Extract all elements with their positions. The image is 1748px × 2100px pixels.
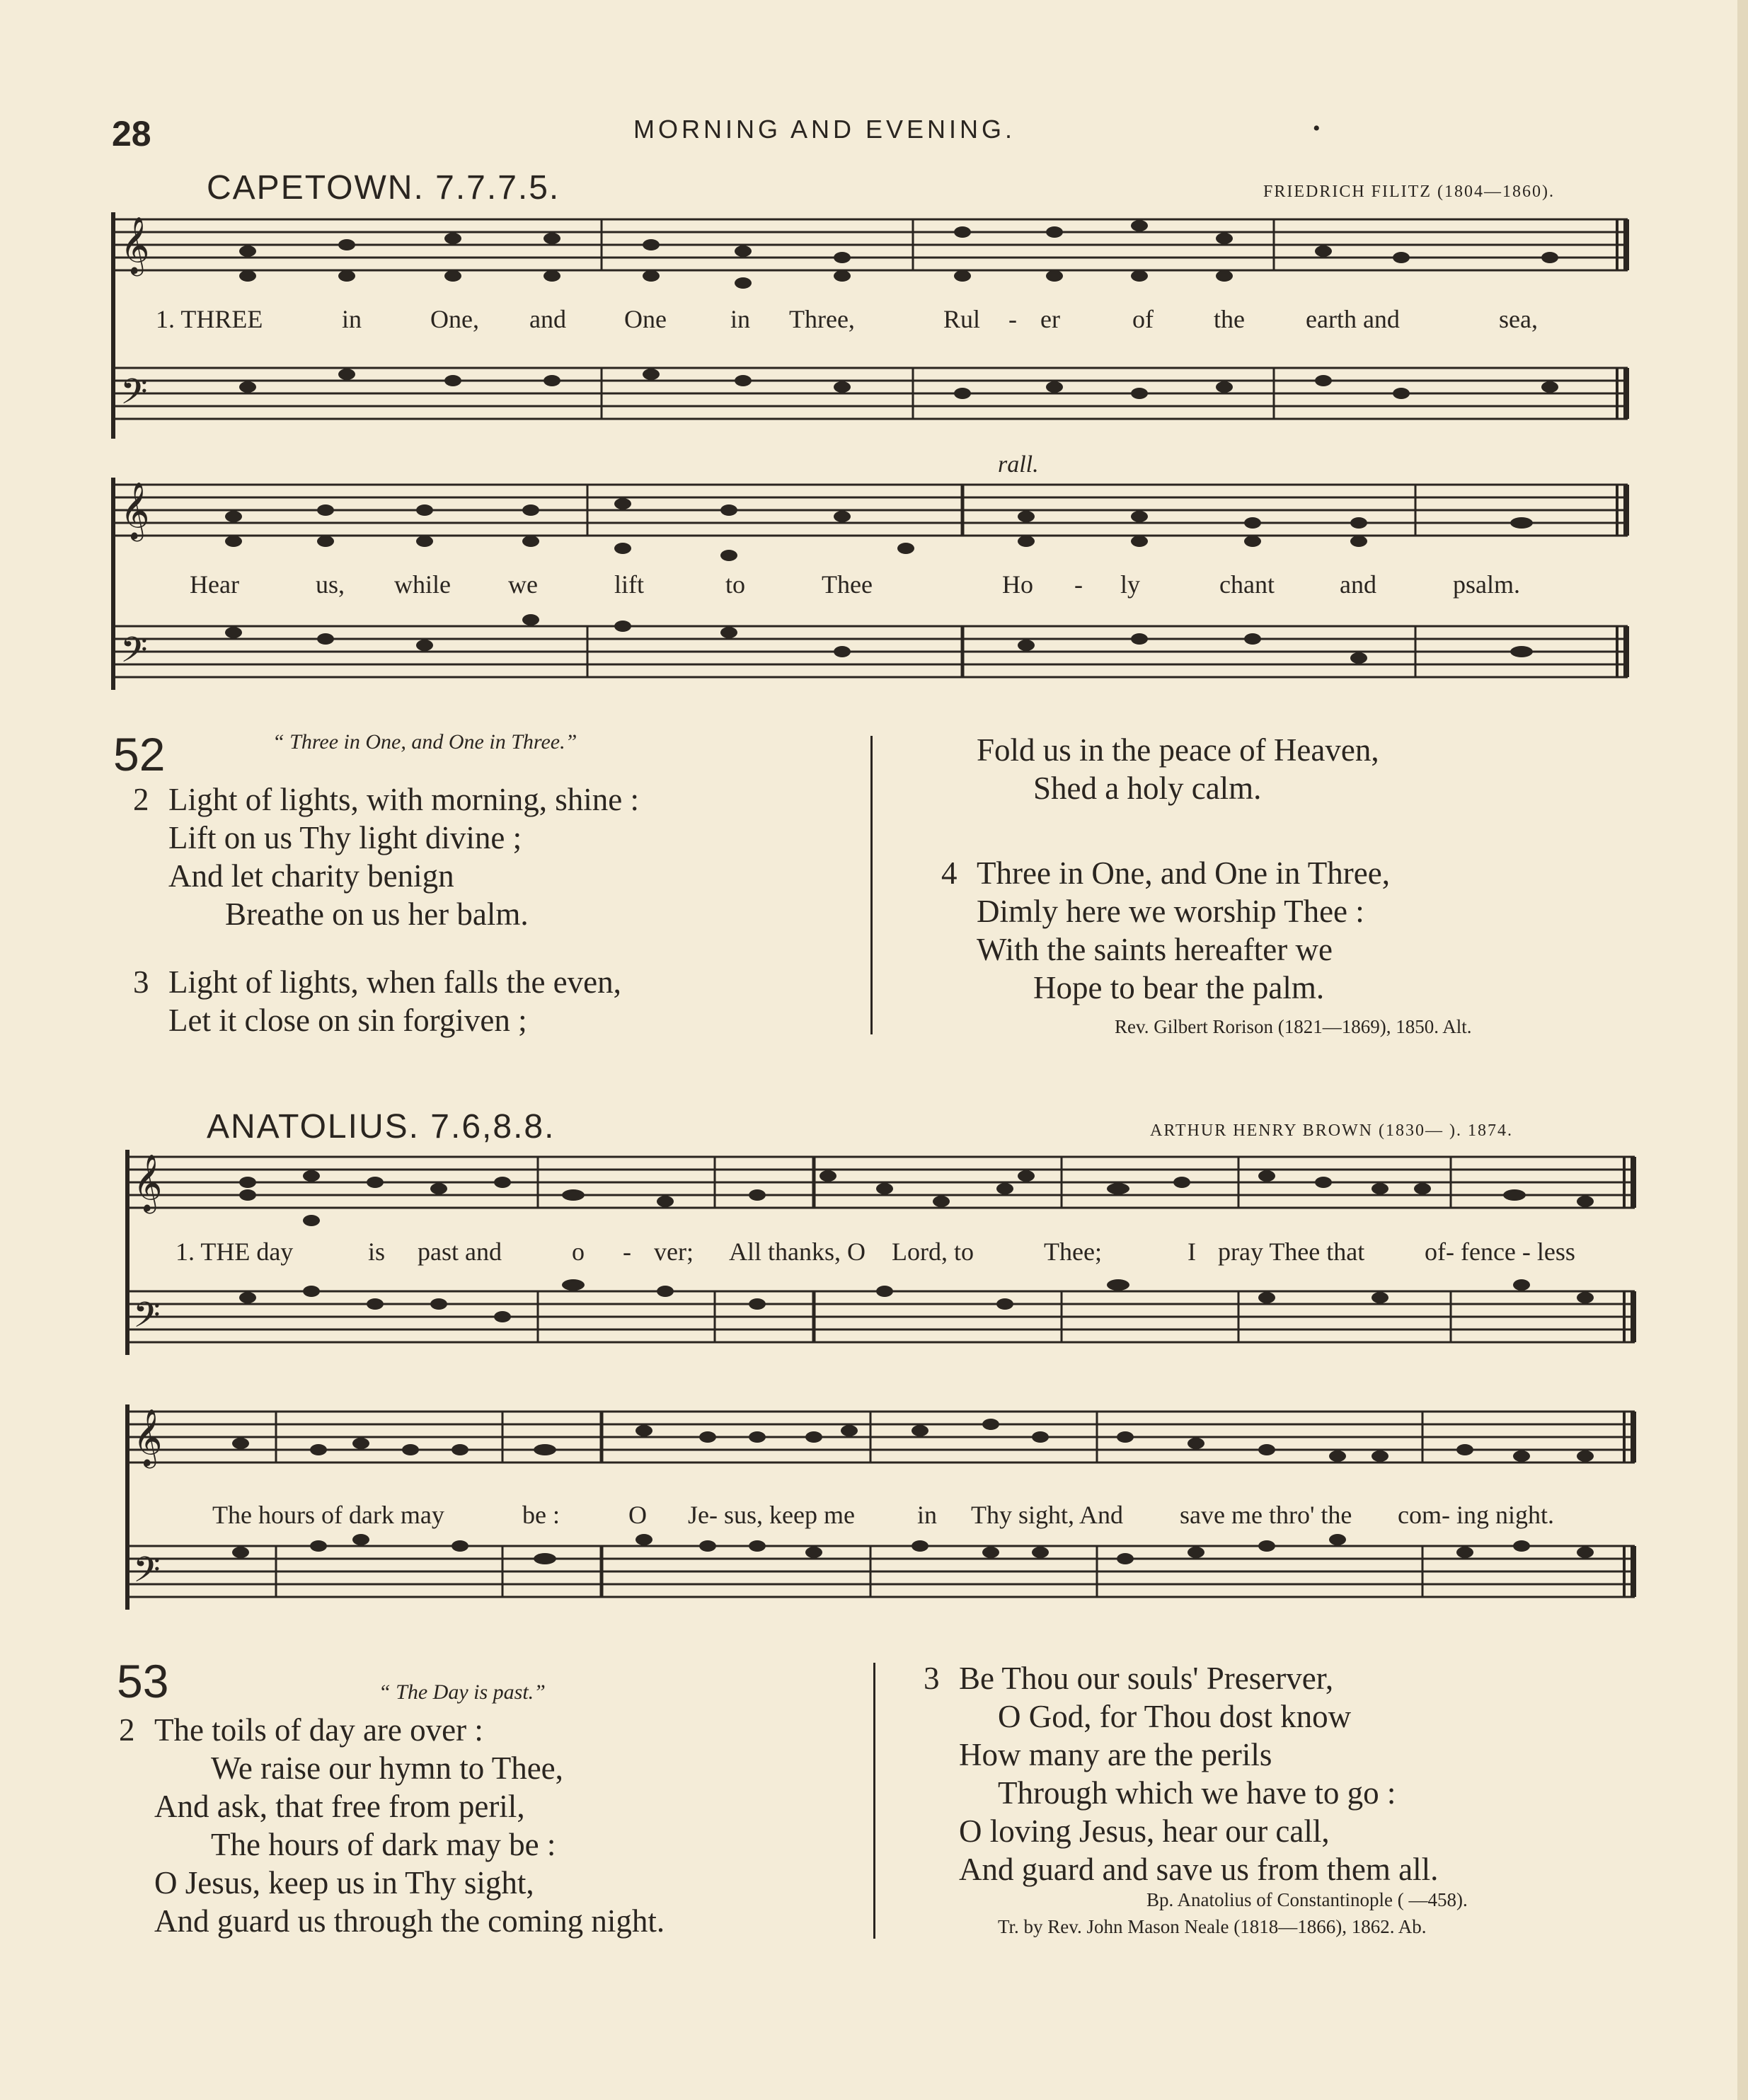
lyric: we <box>508 570 538 599</box>
lyric: Lord, to <box>892 1238 974 1266</box>
lyric: pray Thee that <box>1218 1238 1365 1266</box>
verse-line: O Jesus, keep us in Thy sight, <box>154 1865 534 1900</box>
verse-number: 4 <box>941 855 958 891</box>
verse-line: 3 Light of lights, when falls the even, <box>133 964 621 1000</box>
lyric: 1. THE day <box>176 1238 294 1266</box>
verse-line: Dimly here we worship Thee : <box>977 894 1364 929</box>
lyric: chant <box>1219 570 1275 599</box>
lyric: 1. THREE <box>156 305 263 333</box>
lyric: is <box>368 1238 386 1266</box>
verse-line: With the saints hereafter we <box>977 932 1333 967</box>
hymn-52-right-column <box>941 731 1649 1007</box>
lyric: in <box>730 305 751 333</box>
svg-text:𝄢: 𝄢 <box>120 630 148 679</box>
verse-line: 2 The toils of day are over : <box>119 1712 483 1748</box>
lyric: com- ing night. <box>1398 1501 1554 1529</box>
verse-line: 4 Three in One, and One in Three, <box>941 855 1390 891</box>
verse-line: And let charity benign <box>168 858 454 894</box>
hymn-number-53: 53 <box>117 1655 169 1707</box>
lyric: be : <box>522 1501 560 1529</box>
lyric: - <box>623 1238 631 1266</box>
lyric: Ho <box>1002 570 1033 599</box>
lyric: One <box>624 305 667 333</box>
lyric: Thee; <box>1044 1238 1102 1266</box>
verse-line: 2 Light of lights, with morning, shine : <box>133 782 639 817</box>
lyric: Thy sight, And <box>971 1501 1124 1529</box>
verse-line: And guard and save us from them all. <box>959 1852 1439 1887</box>
lyric: lift <box>614 570 644 599</box>
hymn-53-right-column <box>924 1659 1631 1888</box>
svg-text:𝄢: 𝄢 <box>133 1550 161 1599</box>
lyric: ly <box>1120 570 1141 599</box>
tune-title-capetown: CAPETOWN. 7.7.7.5. <box>207 169 560 207</box>
tune-composer-capetown: FRIEDRICH FILITZ (1804—1860). <box>1263 183 1555 201</box>
svg-text:𝄞: 𝄞 <box>133 1408 163 1466</box>
lyric: er <box>1040 305 1060 333</box>
verse-number: 2 <box>119 1712 135 1748</box>
lyric: and <box>1340 570 1376 599</box>
header-dot: • <box>1313 117 1321 140</box>
lyric: O <box>628 1501 647 1529</box>
page-edge <box>1737 0 1748 2100</box>
tune-title-anatolius: ANATOLIUS. 7.6,8.8. <box>207 1108 556 1146</box>
lyric: of- fence - less <box>1425 1238 1575 1266</box>
verse-line: Through which we have to go : <box>998 1775 1396 1811</box>
verse-number: 3 <box>924 1661 940 1696</box>
lyric: All thanks, O <box>729 1238 866 1266</box>
verse-line: O loving Jesus, hear our call, <box>959 1813 1330 1849</box>
lyric: Je- sus, keep me <box>688 1501 855 1529</box>
lyric: to <box>725 570 746 599</box>
lyric: earth and <box>1306 305 1400 333</box>
lyric: The hours of dark may <box>212 1501 444 1529</box>
tune-composer-anatolius: ARTHUR HENRY BROWN (1830— ). 1874. <box>1150 1121 1513 1140</box>
verse-number: 3 <box>133 964 149 1000</box>
hymn-53-credit-2: Tr. by Rev. John Mason Neale (1818—1866), 1862. Ab. <box>998 1916 1427 1937</box>
lyric: - <box>1008 305 1017 333</box>
lyric: of <box>1132 305 1154 333</box>
verse-line: And guard us through the coming night. <box>154 1903 665 1939</box>
verse-line: Shed a holy calm. <box>1033 771 1262 806</box>
lyric: I <box>1188 1238 1196 1266</box>
svg-text:𝄢: 𝄢 <box>133 1295 161 1344</box>
lyric: sea, <box>1499 305 1538 333</box>
hymn-number-52: 52 <box>113 728 166 780</box>
verse-line: The hours of dark may be : <box>211 1827 556 1862</box>
verse-line: We raise our hymn to Thee, <box>211 1750 563 1786</box>
column-divider-52 <box>870 736 873 1034</box>
page-number: 28 <box>112 114 151 154</box>
lyric: - <box>1074 570 1083 599</box>
lyrics-line-capetown-1 <box>156 304 1571 340</box>
lyric: the <box>1214 305 1245 333</box>
verse-number: 2 <box>133 782 149 817</box>
verse-line: Let it close on sin forgiven ; <box>168 1003 527 1038</box>
verse-line: Lift on us Thy light divine ; <box>168 820 522 855</box>
verse-line: Hope to bear the palm. <box>1033 970 1325 1005</box>
lyric: One, <box>430 305 479 333</box>
lyric: while <box>394 570 451 599</box>
lyric: in <box>917 1501 938 1529</box>
hymn-52-left-column <box>133 780 855 1039</box>
lyric: past and <box>418 1238 502 1266</box>
lyric: o <box>572 1238 585 1266</box>
hymn-53-left-column <box>119 1711 869 1940</box>
verse-line: Fold us in the peace of Heaven, <box>977 732 1379 768</box>
svg-text:𝄞: 𝄞 <box>133 1153 163 1211</box>
svg-text:𝄞: 𝄞 <box>120 481 150 539</box>
hymn-52-credit: Rev. Gilbert Rorison (1821—1869), 1850. Alt. <box>1115 1016 1472 1037</box>
verse-line: How many are the perils <box>959 1737 1272 1772</box>
hymn-subtitle-52: “ Three in One, and One in Three.” <box>272 730 577 754</box>
verse-line: And ask, that free from peril, <box>154 1789 525 1824</box>
svg-text:𝄢: 𝄢 <box>120 371 148 421</box>
running-title: MORNING AND EVENING. <box>633 115 1016 144</box>
tempo-mark: rall. <box>998 451 1039 478</box>
column-divider-53 <box>873 1663 875 1939</box>
verse-line: Breathe on us her balm. <box>225 896 529 932</box>
lyric: and <box>529 305 566 333</box>
lyrics-line-capetown-2 <box>190 570 1605 605</box>
lyric: in <box>342 305 362 333</box>
music-system-1 <box>106 205 1642 502</box>
lyric: save me thro' the <box>1180 1501 1352 1529</box>
music-system-3 <box>106 1143 1642 1412</box>
verse-line: O God, for Thou dost know <box>998 1699 1352 1734</box>
svg-text:𝄞: 𝄞 <box>120 216 150 274</box>
lyric: Hear <box>190 570 239 599</box>
lyric: us, <box>316 570 345 599</box>
lyrics-line-anatolius-2 <box>212 1500 1614 1535</box>
hymn-subtitle-53: “ The Day is past.” <box>379 1680 546 1704</box>
verse-line: 3 Be Thou our souls' Preserver, <box>924 1661 1334 1696</box>
lyrics-line-anatolius-1 <box>176 1237 1605 1272</box>
lyric: ver; <box>654 1238 694 1266</box>
hymn-53-credit-1: Bp. Anatolius of Constantinople ( —458). <box>1146 1889 1468 1910</box>
lyric: Three, <box>789 305 855 333</box>
lyric: Rul <box>943 305 981 333</box>
lyric: psalm. <box>1453 570 1520 599</box>
lyric: Thee <box>822 570 873 599</box>
